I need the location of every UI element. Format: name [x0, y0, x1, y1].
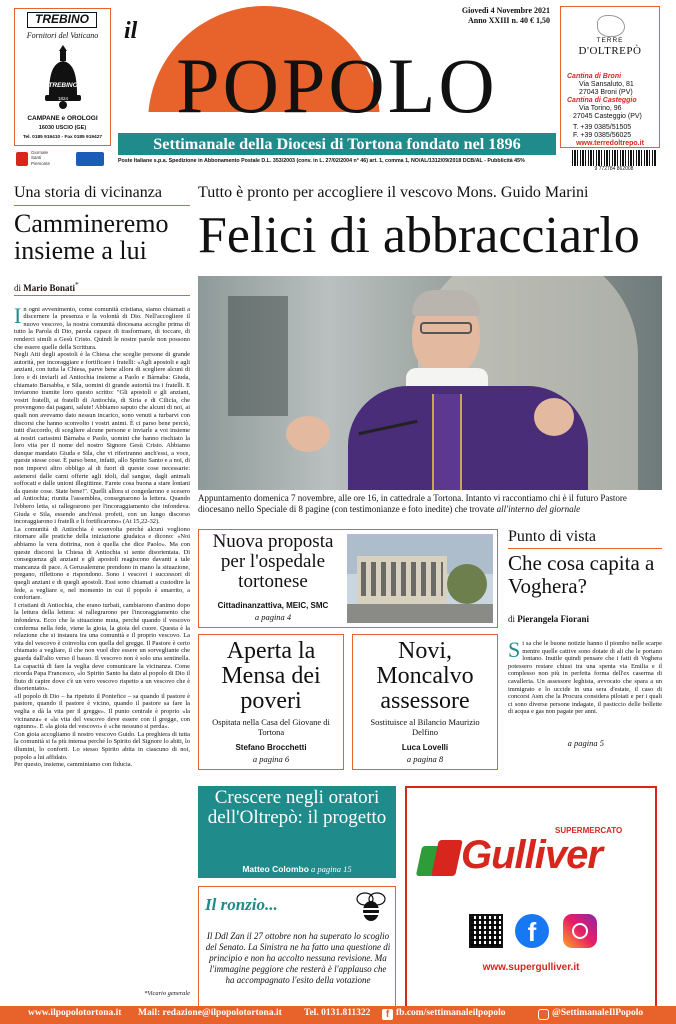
mensa-page: a pagina 6 [252, 754, 290, 764]
bell-logo-text: TREBINO [48, 82, 78, 89]
viewpoint-dropcap: S [508, 640, 521, 662]
ad-trebino-line2: CAMPANE e OROLOGI [27, 115, 98, 122]
left-byline [14, 280, 190, 296]
viewpoint-page: a pagina 5 [567, 738, 604, 748]
moncalvo-title: Novi, Moncalvo assessore [376, 638, 474, 714]
barcode [566, 150, 662, 172]
masthead-issue: Anno XXIII n. 40 € 1,50 [467, 16, 550, 25]
lead-title: Felici di abbracciarlo [198, 207, 640, 264]
instagram-icon[interactable] [563, 914, 597, 948]
ronzio-box [198, 886, 396, 1008]
left-dropcap: I [14, 302, 22, 328]
ad-terre-a1: Via Sansaluto, 81 [579, 81, 634, 88]
hospital-road [347, 604, 493, 623]
left-footnote: *Vicario generale [144, 990, 190, 997]
viewpoint-kicker: Punto di vista [508, 528, 597, 545]
masthead-postal: Poste Italiane s.p.a. Spedizione in Abbonamento Postale D.L. 353/2003 (conv. in L. 27/02/2004 n° 46) art. 1, comma 1, NO/AL/1312/09/2018 DCB/AL - Pubblicità 45% [118, 158, 525, 164]
hospital-tree [447, 564, 487, 604]
left-byline-pre: di [14, 283, 22, 293]
facebook-icon[interactable]: f [515, 914, 549, 948]
barcode-bars [572, 150, 656, 166]
viewpoint-author: Pierangela Fiorani [517, 614, 590, 624]
bell-logo-year: 1824 [57, 96, 69, 101]
ronzio-title: Il ronzio... [205, 895, 278, 914]
masthead-date: Giovedì 4 Novembre 2021 [461, 6, 550, 15]
photo-hair [412, 290, 480, 316]
left-body [14, 298, 190, 991]
barcode-number: 9 772784 862008 [594, 166, 634, 172]
ad-terre-t2: F. +39 0385/56025 [573, 132, 632, 139]
lead-kicker: Tutto è pronto per accogliere il vescovo Mons. Guido Marini [198, 184, 589, 201]
ad-trebino-brand: TREBINO [27, 12, 97, 28]
masthead-article: il [124, 18, 138, 44]
ad-gulliver[interactable] [405, 786, 657, 1008]
ad-terre-t1: T. +39 0385/51505 [573, 124, 632, 131]
oratori-author: Matteo Colombo [242, 864, 309, 874]
viewpoint-title: Che cosa capita a Voghera? [508, 551, 655, 598]
federation-shield-icon [16, 152, 28, 166]
viewpoint-byline-pre: di [508, 614, 516, 624]
federation-text: Giornale Santi Piemonte [31, 150, 51, 166]
lead-caption [198, 493, 662, 515]
mensa-sub: Ospitata nella Casa del Giovane di Tortona [212, 717, 330, 737]
hospital-photo [347, 534, 493, 623]
ad-terre-a1b: 27043 Broni (PV) [579, 89, 633, 96]
hospital-page: a pagina 4 [254, 612, 292, 622]
ad-terre-brand2: D'OLTREPÒ [578, 45, 642, 57]
footer-tel[interactable]: Tel. 0131.811322 [304, 1008, 371, 1018]
bee-icon [353, 889, 389, 925]
ad-trebino-line4: Tel. 0185 919410 - Fax 0185 919427 [22, 135, 103, 140]
left-author: Mario Bonati [23, 283, 76, 293]
oratori-box[interactable] [198, 786, 396, 878]
left-kicker: Una storia di vicinanza [14, 184, 162, 201]
viewpoint-body [508, 640, 662, 728]
viewpoint-byline [508, 614, 662, 624]
footer-ig[interactable]: @SettimanaleIlPopolo [552, 1008, 644, 1018]
photo-stole [432, 394, 462, 490]
ronzio-text: Il Ddl Zan il 27 ottobre non ha superato lo scoglio del Senato. La Sinistra ne ha fatto una questione di principio e non ha accolto nessuna revisione. Ma l'immagine peggiore che resterà è l'applauso che ha accompagnato l'esito della votazione [205, 931, 391, 985]
gulliver-logo-mark [419, 838, 459, 882]
ad-terre-web[interactable]: www.terredoltrepo.it [576, 140, 644, 147]
instagram-lens [572, 923, 588, 939]
masthead-subtitle: Settimanale della Diocesi di Tortona fondato nel 1896 [118, 133, 556, 155]
ad-terre-brand1: TERRE [596, 37, 624, 44]
federation-logo [16, 150, 106, 168]
photo-hand-right [534, 398, 574, 436]
footer-fb[interactable]: fb.com/settimanaleilpopolo [396, 1008, 506, 1018]
qr-code-icon[interactable] [469, 914, 503, 948]
fisc-logo-icon [76, 152, 104, 166]
left-author-sup: * [75, 280, 79, 289]
oratori-page: a pagina 15 [311, 864, 352, 874]
ad-terre-c2: Cantina di Casteggio [567, 97, 637, 104]
hospital-signature: Cittadinanzattiva, MEIC, SMC [217, 601, 329, 610]
moncalvo-author: Luca Lovelli [401, 743, 449, 752]
ad-terre-a2: Via Torino, 96 [579, 105, 622, 112]
viewpoint-text: i sa che le buone notizie hanno il piombo nelle scarpe mentre quelle cattive sono dotate di ali che le portano lontano. Inutile quindi pensare che i fatti di Voghera potessero restare chiusi tra una spenta via Emilia e il complesso non più in perfetta forma dell'ex caserma di cavalleria. Un assessore leghista, avvocato che spara a un immigrato e lo uccide in una sera d'estate, il caso di concorsi Asm che la Procura considera pilotati e per i quali ci sono diverse persone indagate, il pasticcio delle bollette di acqua e gas non pagate per anni. [508, 640, 662, 716]
footer-web[interactable]: www.ilpopolotortona.it [28, 1008, 122, 1018]
gulliver-brand: Gulliver [461, 833, 602, 877]
gulliver-web[interactable]: www.supergulliver.it [482, 962, 580, 973]
left-kicker-rule [14, 205, 190, 206]
masthead-title: POPOLO [176, 42, 498, 129]
footer-fb-icon: f [382, 1009, 393, 1020]
left-title: Cammineremo insieme a lui [14, 209, 169, 265]
mensa-title: Aperta la Mensa dei poveri [221, 638, 321, 714]
oratori-title: Crescere negli oratori dell'Oltrepò: il progetto [207, 787, 387, 828]
viewpoint-kicker-rule [508, 548, 662, 549]
mensa-author: Stefano Brocchetti [235, 743, 307, 752]
footer-ig-icon [538, 1009, 549, 1020]
footer-mail[interactable]: Mail: redazione@ilpopolotortona.it [138, 1008, 282, 1018]
hospital-windows [361, 562, 443, 596]
ad-trebino-line3: 16030 USCIO (GE) [38, 125, 87, 131]
moncalvo-page: a pagina 8 [406, 754, 444, 764]
ad-terre-doltrepo[interactable] [560, 6, 660, 148]
map-outline-icon [597, 15, 625, 37]
moncalvo-box[interactable] [352, 634, 498, 770]
ad-trebino[interactable] [14, 8, 111, 146]
ad-trebino-line1: Fornitori del Vaticano [26, 31, 99, 40]
oratori-credit [202, 864, 392, 874]
mensa-box[interactable] [198, 634, 344, 770]
ad-terre-c1: Cantina di Broni [567, 73, 622, 80]
ad-terre-a2b: 27045 Casteggio (PV) [573, 113, 642, 120]
photo-hand-left [286, 416, 330, 452]
lead-photo [198, 276, 662, 490]
hospital-box[interactable] [198, 529, 498, 628]
bell-logo-icon [41, 43, 85, 113]
lead-caption-text: Appuntamento domenica 7 novembre, alle ore 16, in cattedrale a Tortona. Intanto vi raccontiamo chi è il futuro Pastore diocesano nello Speciale di 8 pagine (con testimonianze e foto inedite) che trovate [198, 493, 627, 514]
photo-glasses [420, 322, 472, 334]
left-body-text: n ogni avvenimento, come comunità cristiana, siamo chiamati a discernere la presenza e la volontà di Dio. Nell'accogliere il nuovo vescovo, la nostra comunità diocesana accoglie prima di tutto la Parola di Dio, parola capace di trasformare, di toccare, di renderci simili a Gesù Cristo. Quindi le nostre parole non possono che essere quelle della Scrittura. Negli Atti degli apostoli è la Chiesa che sceglie persone di grande autorità, per incoraggiare e fortificare i fratelli: «Agli apostoli e agli anziani, con tutta la Chiesa, parve bene allora di scegliere alcuni di loro e di inviarli ad Antiochia insieme a Paolo e Bàrnaba: Giuda, chiamato Barsabba, e Sila, uomini di grande autorità tra i fratelli. E inviarono tramite loro questo scritto: "Gli apostoli e gli anziani, vostri fratelli, ai fratelli di Antiochia, di Siria e di Cilicia, che provengono dai pagani, salute! Abbiamo saputo che alcuni di noi, ai quali non avevamo dato nessun incarico, sono venuti a turbarvi con discorsi che hanno sconvolto i vostri animi. È ci parso bene perciò, tutti d'accordo, di scegliere alcune persone e inviarle a voi insieme ai nostri carissimi Bàrnaba e Paolo, uomini che hanno rischiato la loro vita per il nome del nostro Signore Gesù Cristo. Abbiamo dunque mandato Giuda e Sila, che vi riferiranno anch'essi, a voce, queste stesse cose. È parso bene, infatti, allo Spirito Santo e a noi, di non imporvi altro obbligo al di fuori di queste cose necessarie: astenersi dalle carni offerte agli idoli, dal sangue, dagli animali soffocati e dalle unioni illegittime. Farete cosa buona a stare lontani da queste cose. State bene!". Quelli allora si congedarono e scesero ad Antiochia; riunita l'assemblea, consegnarono la lettera. Quando l'ebbero letta, si rallegrarono per l'incoraggiamento che infondeva. Giuda e Sila, essendo anch'essi profeti, con un lungo discorso incoraggiarono i fratelli e li fortificarono» (At 15,22-32). La comunità di Antiochia è sconvolta perché alcuni vogliono ritornare alle pratiche della iniziazione giudaica e dicono: «Noi abbiamo la vera dottrina, non è quella che dice Paolo». Ma con queste discorsi la Chiesa di Antiochia si sente disorientata. Di conseguenza gli anziani e gli apostoli reagiscono davanti a tale mancanza di pace. A Gerusalemme prendono in mano la situazione, pregano, riflettono e rispondono. Sono i vescovi i successori di quegli anziani e di quegli apostoli. Essi sono chiamati a custodire la fede, a vegliare e, nel momento in cui il popolo è smarrito, a confortare. I cristiani di Antiochia, che erano turbati, cambiarono d'animo dopo la lettura della lettera: si rallegrarono per l'incoraggiamento che infondeva. Ecco che la situazione muta, perché quando il vescovo conferma nella fede, viene la gioia, la gioia del cuore. Questa è la relazione che si instaura tra una comunità e il proprio vescovo. La vita del vescovo è coinvolta con quella del gregge. Il Pastore è certo chiamato a vegliare, il che non vuol dire essere un sorvegliante che guarda dall'alto verso il basso. Il vescovo non è solo una sentinella. La capacità di fare la veglia deve comunicare la vicinanza. Come ricorda Papa Francesco, «lo Spirito Santo ha dato al popolo di Dio il fiuto di capire dove c'è un vero vescovo rispetto a un vescovo che è disorientato». «Il popolo di Dio – ha ripetuto il Pontefice – sa quando il pastore è pastore, quando il pastore è vicino, quando il pastore sa fare la veglia e dà la vita per il gregge». Il punto centrale è proprio «la vicinanza» e «la vita del vescovo deve essere con il gregge, con ognuno». E «la gioia del vescovo» è «che nessuno si perda». Con gioia accogliamo il nostro vescovo Guido. La preghiera di tutta la comunità si fa più intensa perché lo Spirito del Signore lo abiti, lo illumini, lo conforti. Lo stesso Spirito abita in ciascuno di noi, popolo a lui affidato. Per questo, insieme, camminiamo con fiducia. [14, 305, 190, 769]
photo-window [228, 296, 288, 416]
moncalvo-sub: Sostituisce al Bilancio Maurizio Delfino [370, 717, 480, 737]
hospital-title: Nuova proposta per l'ospedale tortonese [212, 531, 334, 592]
gulliver-sup: SUPERMERCATO [555, 826, 623, 835]
lead-caption-em: all'interno del giornale [496, 504, 581, 514]
